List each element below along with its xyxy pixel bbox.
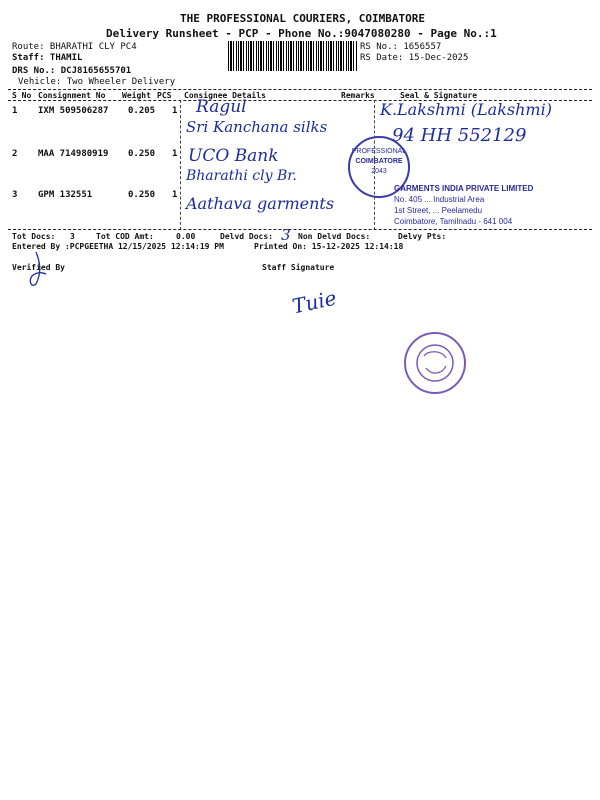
rs-date: RS Date: 15-Dec-2025 xyxy=(360,53,469,63)
table-row-pcs: 1 xyxy=(172,106,178,116)
runsheet-subtitle: Delivery Runsheet - PCP - Phone No.:9047080280 - Page No.:1 xyxy=(106,27,497,40)
company-stamp-line: GARMENTS INDIA PRIVATE LIMITED xyxy=(394,184,534,193)
table-row-sno: 2 xyxy=(12,149,18,159)
printed-on: Printed On: 15-12-2025 12:14:18 xyxy=(254,242,404,251)
company-title: THE PROFESSIONAL COURIERS, COIMBATORE xyxy=(180,12,426,25)
route-info: Route: BHARATHI CLY PC4 xyxy=(12,42,137,52)
company-stamp-line: Coimbatore, Tamilnadu - 641 004 xyxy=(394,217,513,226)
handwritten-staff-signature: Tuie xyxy=(289,285,339,319)
handwritten-consignee-name: Ragul xyxy=(196,97,247,117)
vehicle-info: Vehicle: Two Wheeler Delivery xyxy=(18,77,176,87)
handwritten-receiver-name: K.Lakshmi (Lakshmi) xyxy=(380,100,552,119)
col-header-consignee: Consignee Details xyxy=(184,91,266,100)
handwritten-phone-number: 94 HH 552129 xyxy=(392,125,527,146)
table-row-consignment: GPM 132551 xyxy=(38,190,93,200)
handwritten-consignee-company: Aathava garments xyxy=(186,194,335,213)
table-row-pcs: 1 xyxy=(172,149,178,159)
non-delvd-docs-label: Non Delvd Docs: xyxy=(298,232,371,241)
tot-docs-label: Tot Docs: xyxy=(12,232,56,241)
purple-round-stamp xyxy=(402,330,468,396)
staff-info: Staff: THAMIL xyxy=(12,53,83,63)
table-row-consignment: MAA 714980919 xyxy=(38,149,109,159)
verifier-signature xyxy=(22,250,62,290)
staff-signature-label: Staff Signature xyxy=(262,263,335,272)
col-header-pcs: PCS xyxy=(157,91,172,100)
col-header-seal: Seal & Signature xyxy=(400,91,478,100)
table-bottom-rule xyxy=(8,229,592,230)
table-row-weight: 0.250 xyxy=(128,149,156,159)
col-header-consignment: Consignment No xyxy=(38,91,106,100)
tot-cod-label: Tot COD Amt: xyxy=(96,232,154,241)
handwritten-consignee-name: UCO Bank xyxy=(188,146,279,166)
delvd-docs-label: Delvd Docs: xyxy=(220,232,273,241)
round-stamp-line: COIMBATORE xyxy=(355,158,403,165)
tot-docs-value: 3 xyxy=(70,232,75,241)
tot-cod-value: 0.00 xyxy=(176,232,196,241)
rs-number: RS No.: 1656557 xyxy=(360,42,442,52)
entered-by: Entered By :PCPGEETHA 12/15/2025 12:14:19 PM xyxy=(12,242,224,251)
table-row-consignment: IXM 509506287 xyxy=(38,106,109,116)
table-row-weight: 0.250 xyxy=(128,190,156,200)
handwritten-consignee-company: Sri Kanchana silks xyxy=(186,118,328,136)
table-top-rule xyxy=(8,89,592,90)
table-row-sno: 1 xyxy=(12,106,18,116)
handwritten-delvd-count: 3 xyxy=(281,226,291,244)
table-row-weight: 0.205 xyxy=(128,106,156,116)
col-header-remarks: Remarks xyxy=(341,91,375,100)
barcode xyxy=(228,41,358,71)
company-stamp-line: 1st Street, ... Peelamedu xyxy=(394,206,483,215)
round-stamp-line: 2043 xyxy=(371,168,387,175)
table-row-pcs: 1 xyxy=(172,190,178,200)
drs-number: DRS No.: DCJ8165655701 xyxy=(12,66,132,76)
table-row-sno: 3 xyxy=(12,190,18,200)
round-stamp-line: PROFESSIONAL xyxy=(351,148,407,155)
company-stamp xyxy=(394,183,533,227)
col-header-sno: S No xyxy=(12,91,32,100)
verified-by-label: Verified By xyxy=(12,263,65,272)
handwritten-consignee-address: Bharathi cly Br. xyxy=(186,168,297,184)
column-divider xyxy=(180,100,181,230)
company-stamp-line: No. 405 ... Industrial Area xyxy=(394,195,485,204)
col-header-weight: Weight xyxy=(122,91,151,100)
delvy-pts-label: Delvy Pts: xyxy=(398,232,447,241)
